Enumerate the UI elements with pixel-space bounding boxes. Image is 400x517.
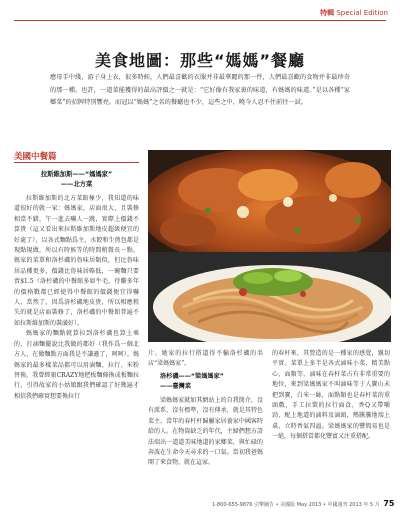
footer-text: 1-800-655-9876 引擎圖告 • 美國版 May 2013 • 中國週刊 2013 年 5 月: [212, 502, 380, 508]
section-heading: 美國中餐篇: [14, 152, 57, 162]
photo-noodles: [148, 252, 391, 342]
photo-fried-seafood: [148, 150, 391, 252]
column-1: [14, 194, 139, 489]
col1-paragraph-2: 媽媽家的麵點就算拉到洛杉磯也算上乘的，打滷麵擺說比我做的都好（我作爲一個北方人，在做麵點方面我是不謙遜了，呵呵）。媽媽家的最多樣菜品都可以用滷麵、拉行、米粉替換。我曾經狠CRAZY地把板麵條換成板麵拉行，引得故家的小姑娘跟我們確認了好幾遍才相信我們確實想要換拉行: [14, 330, 139, 400]
article-intro: 應母手中綫，游子身上衣，很多時候，人們最喜歡的衣服并非最華麗的那一件，人們最喜歡的食物并非最珍奇的那一種。也許，一道菜能獲得的最高評價之一就是：“它好像有我家裏的味道，有媽媽的味道。”是以各種“家鄉菜”的招牌特别響亮。而冠以“媽媽”之名的餐廳也不少，這些之中，曉今人忍不住前往一試。: [50, 74, 350, 107]
col1-paragraph-1: 拉斯維加斯的北方菜館極少，我知道的味道很好的就一家：媽媽家，店面很大，且裝修相當不錯，午一進去嚇人一跳，實際上價錢不算貴（這又看出來拉斯維加斯地皮超級便宜的好處了），以各式麵點爲主，水餃和生煎包都是現點現做，所以有時候等的時間稍微長一點。媽家的菜單和洛杉磯的魯味居類似，但比魯味居品種更多，價錢比魯味居略低，一碗麵只要賣$1.5（洛杉磯的中餐館多如牛毛，待賺多年的價格戰都已經使得中餐館的價錢便宜得嚇人，當然了，因爲洛杉磯地皮貴，所以相應租失的就是店面裝修了，洛杉磯的中餐館普遍不如拉斯維加斯的裝潢好）。: [14, 195, 139, 327]
subheading-los-angeles-line2: ——臺灣菜: [160, 383, 191, 390]
col2-top-text: 片。她家的拉行搭道得不輸洛杉磯的名店“梁媽媽家”。: [148, 350, 263, 368]
subheading-las-vegas-line1: 拉斯維加斯——“媽媽家”: [40, 171, 113, 178]
col2-body: 梁媽媽家就如其網站上的自我簡介，沒有派系、沒有標準，沒有傳承，就是其特色菜主，當年的春杆杆歸屬家居養家中國客時給的人。在物資缺乏的年代，主婦們想方設法端出一道道美味地道的家鄉菜，與忙碌的奔波在生命今天尋求的一口氣。當初我爸媽開了來食物，就在這家。: [148, 397, 263, 467]
section-divider: [14, 162, 139, 163]
subheading-las-vegas: [14, 170, 139, 190]
header-divider: [14, 20, 386, 21]
subheading-los-angeles: [160, 372, 260, 392]
section-tag: [320, 8, 388, 18]
section-tag-zh: 特輯: [320, 9, 335, 17]
section-tag-en: Special Edition: [336, 9, 388, 17]
subheading-las-vegas-line2: ——北方菜: [60, 181, 93, 188]
subheading-los-angeles-line1: 洛杉磯——“梁媽媽家”: [160, 373, 224, 380]
article-title: 美食地圖：那些“媽媽”餐廳: [94, 51, 306, 70]
column-3: 的春杆來，其營造的是一種家的感覺，親切平實。菜單上多半是各式滷味小菜、精美點心、面類等，滷味在春杆菜占有非常重要的地位，來到梁媽媽家不叫滷味等于人寶山未把到寶，白米一絲，面點類也是春杆菜的重頭戲，手工拉製的拉行面食，香Q又帶嚼勁，配上地道的滷料及滷頭，熱騰騰地端上桌，立時香氣四溢。梁媽媽家的豐簡易也是一絕，每個搭當都化豐富又注重搭配。: [272, 350, 390, 441]
page-number: 75: [383, 499, 395, 508]
page-footer: [212, 499, 395, 508]
